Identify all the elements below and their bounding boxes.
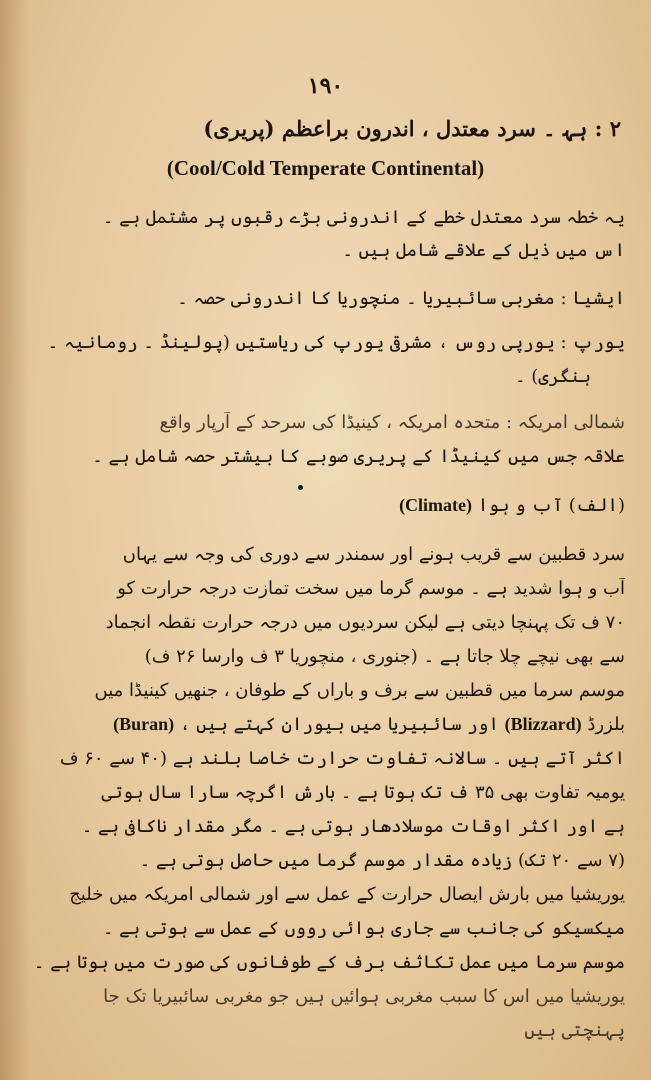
- ink-dot: [298, 485, 303, 490]
- climate-line: یوریشیا میں اس کا سبب مغربی ہوائیں ہیں جو مغربی سائبیریا تک جا: [103, 986, 625, 1007]
- buran-english: (Buran): [113, 714, 175, 734]
- climate-line: ہے اور اکثر اوقات موسلادھار ہوتی ہے ۔ مگر مقدار ناکافی ہے ۔: [81, 816, 625, 837]
- climate-line: موسم سرما میں عمل تکاثف برف کے طوفانوں کی صورت میں ہوتا ہے ۔: [33, 952, 625, 973]
- climate-line: یوریشیا میں بارش ایصال حرارت کے عمل سے اور شمالی امریکہ میں خلیج: [69, 884, 625, 905]
- climate-heading-english: (Climate): [399, 495, 473, 515]
- climate-line: یومیہ تفاوت بھی ۳۵ ف تک ہوتا ہے ۔ بارش اگرچہ سارا سال ہوتی: [101, 782, 625, 803]
- blizzard-prefix: بلزرڈ: [587, 714, 625, 735]
- region-north-america: شمالی امریکہ : متحدہ امریکہ ، کینیڈا کی سرحد کے آرپار واقع: [159, 412, 625, 433]
- climate-line: پہنچتی ہیں: [524, 1020, 625, 1041]
- climate-heading-urdu: (الف) آب و ہوا: [477, 495, 625, 516]
- climate-line: میکسیکو کی جانب سے جاری ہوائی رووں کے عمل سے ہوتی ہے ۔: [102, 918, 625, 939]
- climate-line: آب و ہوا شدید ہے ۔ موسم گرما میں سخت تمازت درجہ حرارت کو: [117, 578, 625, 599]
- climate-line: سرد قطبین سے قریب ہونے اور سمندر سے دوری کی وجہ سے یہاں: [122, 544, 625, 565]
- climate-line: سے بھی نیچے چلا جاتا ہے ۔ (جنوری ، منچوریا ۳ ف وارسا ۲۶ ف): [144, 646, 625, 667]
- region-north-america-cont: علاقہ جس میں کینیڈا کے پریری صوبے کا بیشتر حصہ شامل ہے ۔: [92, 446, 625, 467]
- page-number: ۱۹۰: [307, 73, 344, 99]
- climate-heading: [25, 495, 625, 516]
- climate-line: موسم سرما میں قطبین سے برف و باراں کے طوفان ، جنھیں کینیڈا میں: [94, 680, 625, 701]
- section-heading-english: (Cool/Cold Temperate Continental): [166, 156, 485, 180]
- region-europe-cont: ہنگری) ۔: [514, 366, 591, 387]
- climate-line: اکثر آتے ہیں ۔ سالانہ تفاوت حرارت خاصا بلند ہے (۴۰ سے ۶۰ ف: [59, 748, 625, 769]
- climate-line-5-text: اور سائبیریا میں بیوران کہتے ہیں ،: [179, 714, 499, 735]
- climate-line: (۷ سے ۲۰ تک) زیادہ مقدار موسم گرما میں حاصل ہوتی ہے ۔: [139, 850, 625, 871]
- climate-line: ۷۰ ف تک پہنچا دیتی ہے لیکن سردیوں میں درجہ حرارت نقطہ انجماد: [105, 612, 625, 633]
- intro-line-2: اس میں ذیل کے علاقے شامل ہیں ۔: [342, 240, 625, 261]
- intro-line-1: یہ خطہ سرد معتدل خطے کے اندرونی بڑے رقبوں پر مشتمل ہے ۔: [102, 207, 625, 228]
- region-asia: ایشیا : مغربی سائبیریا ۔ منچوریا کا اندرونی حصہ ۔: [177, 288, 625, 309]
- climate-line-blizzard: [25, 714, 625, 735]
- section-heading-urdu: ۲ : ہ‍ہ‍ ۔ سرد معتدل ، اندرون براعظم (پریری): [203, 116, 621, 141]
- region-europe: یورپ : یورپی روس ، مشرقی یورپ کی ریاستیں (پولینڈ ۔ رومانیہ ۔: [47, 332, 625, 353]
- blizzard-english: (Blizzard): [504, 714, 582, 734]
